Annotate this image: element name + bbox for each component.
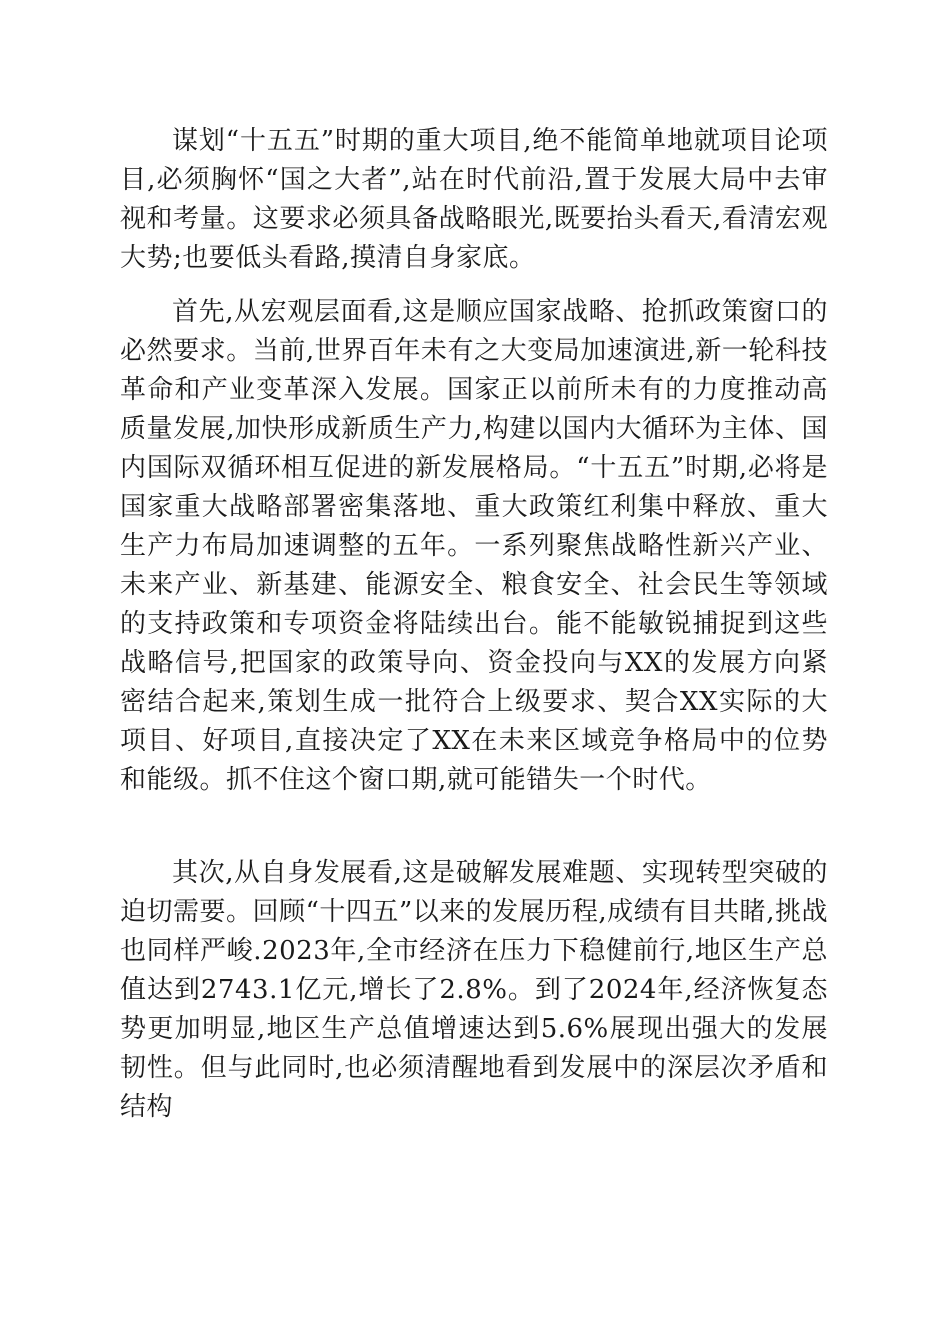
paragraph: 谋划“十五五”时期的重大项目,绝不能简单地就项目论项目,必须胸怀“国之大者”,站在时代前沿,置于发展大局中去审视和考量。这要求必须具备战略眼光,既要抬头看天,看清宏观大势;也要低头看路,摸清自身家底。 — [120, 126, 828, 273]
paragraph: 首先,从宏观层面看,这是顺应国家战略、抢抓政策窗口的必然要求。当前,世界百年未有之大变局加速演进,新一轮科技革命和产业变革深入发展。国家正以前所未有的力度推动高质量发展,加快形成新质生产力,构建以国内大循环为主体、国内国际双循环相互促进的新发展格局。“十五五”时期,必将是国家重大战略部署密集落地、重大政策红利集中释放、重大生产力布局加速调整的五年。一系列聚焦战略性新兴产业、未来产业、新基建、能源安全、粮食安全、社会民生等领域的支持政策和专项资金将陆续出台。能不能敏锐捕捉到这些战略信号,把国家的政策导向、资金投向与XX的发展方向紧密结合起来,策划生成一批符合上级要求、契合XX实际的大项目、好项目,直接决定了XX在未来区域竞争格局中的位势和能级。抓不住这个窗口期,就可能错失一个时代。 — [120, 297, 828, 795]
paragraph: 其次,从自身发展看,这是破解发展难题、实现转型突破的迫切需要。回顾“十四五”以来的发展历程,成绩有目共睹,挑战也同样严峻.2023年,全市经济在压力下稳健前行,地区生产总值达到2743.1亿元,增长了2.8%。到了2024年,经济恢复态势更加明显,地区生产总值增速达到5.6%展现出强大的发展韧性。但与此同时,也必须清醒地看到发展中的深层次矛盾和结构 — [120, 858, 828, 1122]
document-body — [120, 122, 828, 1122]
